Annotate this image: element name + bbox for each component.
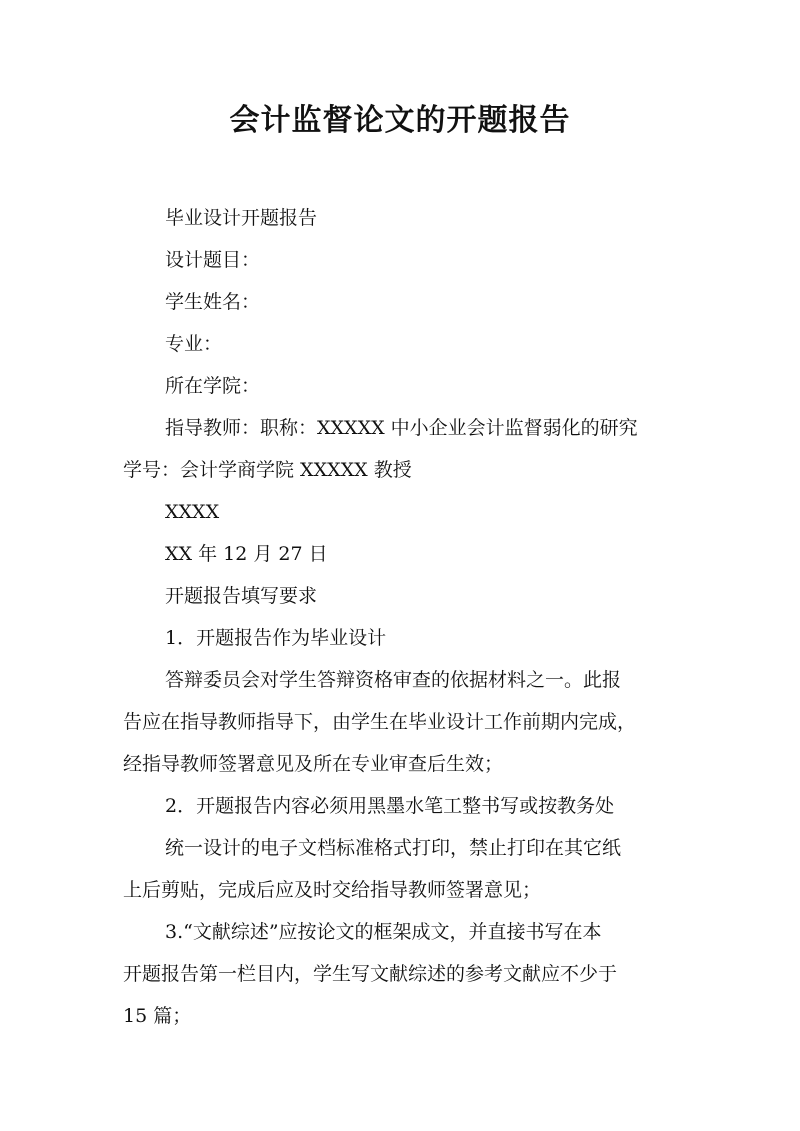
text-line: XX 年 12 月 27 日: [165, 543, 328, 565]
text-line: 设计题目：: [165, 249, 261, 271]
text-line: 经指导教师签署意见及所在专业审查后生效；: [123, 753, 504, 775]
text-line: 所在学院：: [165, 375, 261, 397]
text-line: 专业：: [165, 333, 223, 355]
text-line: 答辩委员会对学生答辩资格审查的依据材料之一。此报: [165, 669, 622, 691]
text-line: 告应在指导教师指导下，由学生在毕业设计工作前期内完成，: [123, 711, 637, 733]
text-line: 2．开题报告内容必须用黑墨水笔工整书写或按教务处: [165, 795, 615, 817]
text-line: 上后剪贴，完成后应及时交给指导教师签署意见；: [123, 879, 542, 901]
text-line: 3.“文献综述”应按论文的框架成文，并直接书写在本: [165, 921, 602, 943]
text-line: 指导教师：职称：XXXXX 中小企业会计监督弱化的研究: [165, 417, 638, 439]
text-line: 15 篇；: [123, 1005, 192, 1027]
text-line: 毕业设计开题报告: [165, 207, 318, 229]
text-line: 统一设计的电子文档标准格式打印，禁止打印在其它纸: [165, 837, 622, 859]
text-line: 学生姓名：: [165, 291, 261, 313]
text-line: 1．开题报告作为毕业设计: [165, 627, 387, 649]
text-line: 学号：会计学商学院 XXXXX 教授: [123, 459, 412, 481]
document-title: 会计监督论文的开题报告: [229, 103, 571, 138]
text-line: 开题报告第一栏目内，学生写文献综述的参考文献应不少于: [123, 963, 618, 985]
text-line: 开题报告填写要求: [165, 585, 318, 607]
text-line: XXXX: [165, 501, 220, 523]
